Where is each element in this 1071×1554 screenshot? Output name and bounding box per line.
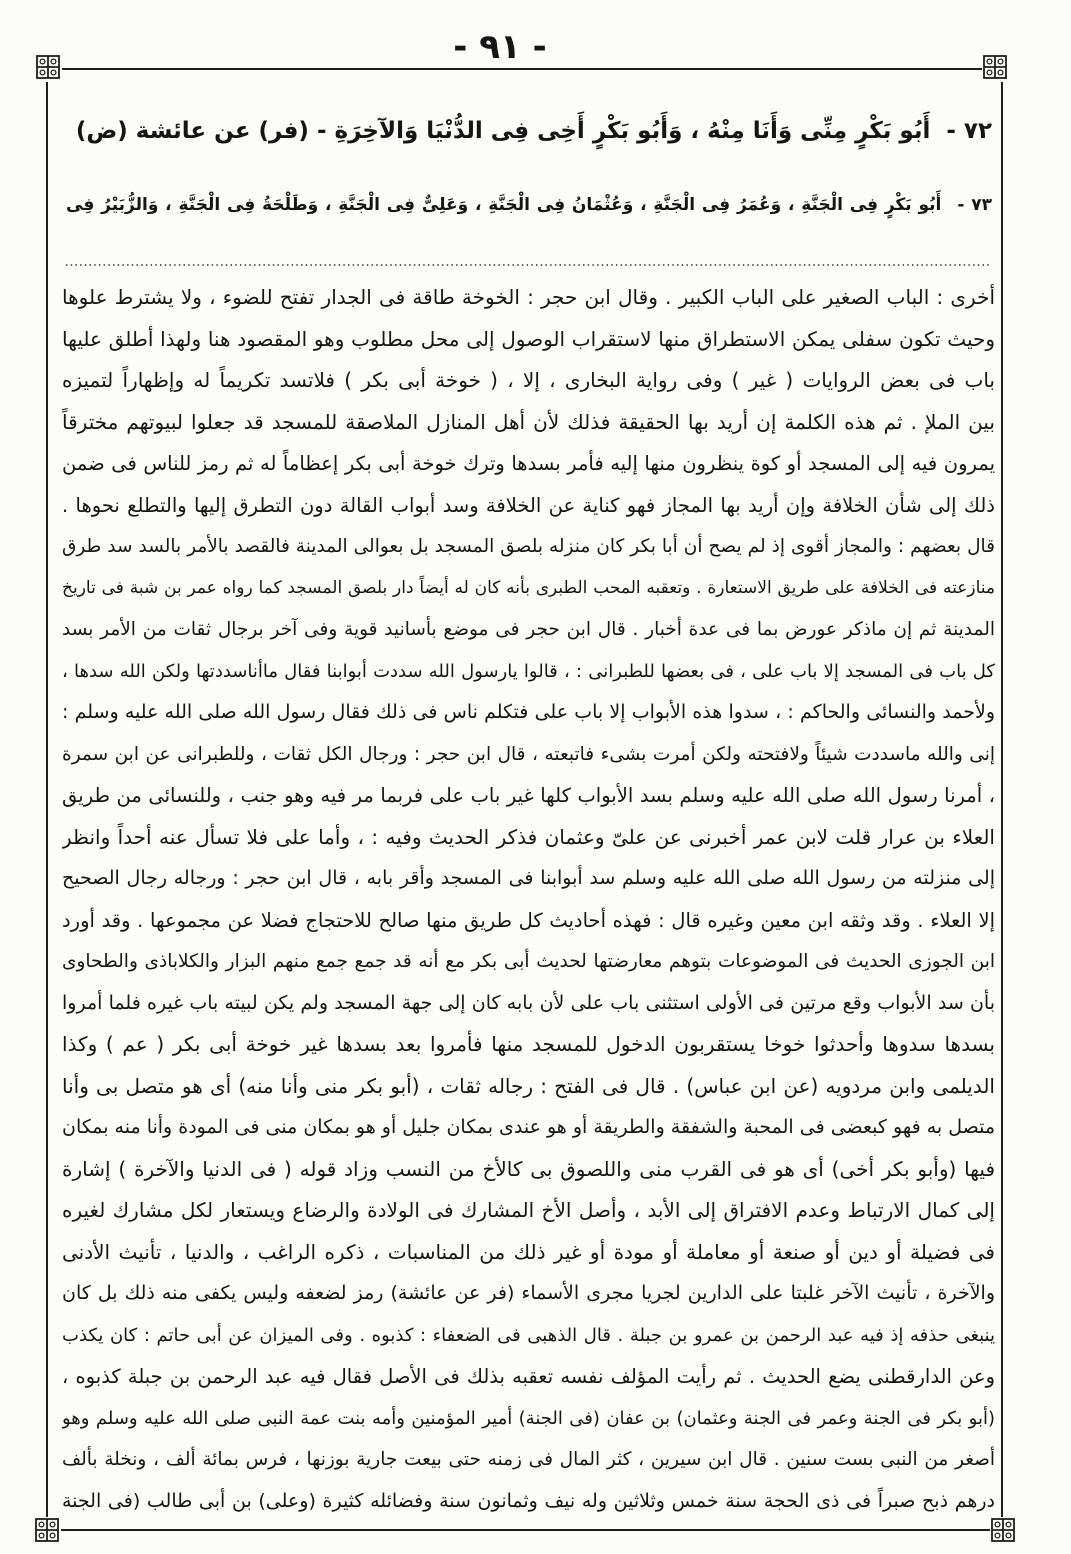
commentary-line: ، أمرنا رسول الله صلى الله عليه وسلم بسد الأبواب كلها غير باب على فربما مر فيه وهو جنب ، وللنسائى من طريق xyxy=(62,784,995,807)
corner-ornament-bottom-left-icon xyxy=(36,1519,58,1541)
commentary-line: باب فى بعض الروايات ( غير ) وفى رواية البخارى ، إلا ، ( خوخة أبى بكر ) فلاتسد تكريماً له وإظهاراً لتميزه xyxy=(62,368,995,392)
commentary-line: بسدها سدوها وأحدثوا خوخا يستقربون الدخول للمسجد منها فأمروا بعد بسدها غير خوخة أبى بكر ( عم ) وكذا xyxy=(62,1032,995,1056)
hadith-number: ٧٢ - xyxy=(946,118,992,144)
hadith-text: أَبُو بَكْرٍ فِى الْجَنَّةِ ، وَعُمَرُ فِى الْجَنَّةِ ، وَعُثْمَانُ فِى الْجَنَّةِ ، وَعَلِىٌّ فِى الْجَنَّةِ ، وَطَلْحَةُ فِى الْجَنَّةِ ، وَالزُّبَيْرُ فِى xyxy=(66,195,942,215)
hadith-text: أَبُو بَكْرٍ مِنِّى وَأَنَا مِنْهُ ، وَأَبُو بَكْرٍ أَخِى فِى الدُّنْيَا وَالآخِرَةِ - (فر) عن عائشة (ض) xyxy=(75,118,931,144)
hadith-number: ٧٣ - xyxy=(957,195,992,215)
commentary-line: (أبو بكر فى الجنة وعمر فى الجنة وعثمان) بن عفان (فى الجنة) أمير المؤمنين وأمه بنت عمة النبى صلى الله عليه وسلم وهو xyxy=(62,1407,995,1429)
commentary-line: إلى منزلته من رسول الله صلى الله عليه وسلم سد أبوابنا فى المسجد وأقر بابه ، قال ابن حجر : ورجاله رجال الصحيح xyxy=(62,867,995,889)
commentary-line: إلى كمال الارتباط وعدم الافتراق إلى الأبد ، وأصل الأخ المشارك فى الولادة والرضاع ويستعار لكل مشارك لغيره xyxy=(62,1198,995,1222)
commentary-line: أصغر من النبى بست سنين . قال ابن سيرين ، كثر المال فى زمنه حتى بيعت جارية بوزنها ، فرس بمائة ألف ، ونخلة بألف xyxy=(62,1449,995,1470)
commentary-line: ينبغى حذفه إذ فيه عبد الرحمن بن عمرو بن جبلة . قال الذهبى فى الضعفاء : كذبوه . وفى الميزان عن أبى حاتم : كان يكذب xyxy=(62,1324,995,1346)
hadith-73 xyxy=(66,180,992,230)
commentary-line: إلا العلاء . وقد وثقه ابن معين وغيره قال : فهذه أحاديث كل طريق منها صالح للاحتجاج فضلا عن مجموعها . وقد أورد xyxy=(62,908,995,932)
commentary-line: فى فضيلة أو دين أو صنعة أو معاملة أو مودة أو غير ذلك من المناسبات ، ذكره الراغب ، والدنيا ، تأنيث الأدنى xyxy=(62,1239,995,1264)
corner-ornament-top-left-icon xyxy=(37,56,59,78)
commentary-line: الديلمى وابن مردويه (عن ابن عباس) . قال فى الفتح : رجاله ثقات ، (أبو بكر منى وأنا منه) أى هو متصل بى وأنا xyxy=(62,1073,995,1098)
commentary-line: ولأحمد والنسائى والحاكم : ، سدوا هذه الأبواب إلا باب على فتكلم ناس فى ذلك فقال رسول الله صلى الله عليه وسلم : xyxy=(62,701,995,723)
corner-ornament-bottom-right-icon xyxy=(992,1519,1014,1541)
page-number: - ٩١ - xyxy=(453,27,547,67)
corner-ornament-top-right-icon xyxy=(984,56,1006,78)
commentary-line: متصل به فهو كبعضى فى المحبة والشفقة والطريقة أو هو عندى بمكان جليل أو هو بمكان منى فى المودة وأنا منه بمكان xyxy=(62,1116,995,1138)
commentary-line: يمرون فيه إلى المسجد أو كوة ينظرون منها إليه فأمر بسدها وترك خوخة أبى بكر إعظاماً له ثم رمز للناس فى ضمن xyxy=(62,452,995,475)
commentary-line: المدينة ثم إن ماذكر عورض بما فى عدة أخبار . قال ابن حجر فى موضع بأسانيد قوية وفى آخر برجال ثقات من الأمر بسد xyxy=(62,619,995,640)
commentary-line: فيها (وأبو بكر أخى) أى هو فى القرب منى واللصوق بى كالأخ من النسب وزاد قوله ( فى الدنيا والآخرة ) إشارة xyxy=(62,1156,995,1181)
commentary-line: وحيث تكون سفلى يمكن الاستطراق منها لاستقراب الوصول إلى محل مطلوب وهو المقصود هنا ولهذا أطلق عليها xyxy=(62,326,995,351)
commentary-line: العلاء بن عرار قلت لابن عمر أخبرنى عن علىّ وعثمان فذكر الحديث وفيه : ، وأما على فلا تسأل عنه أحداً وانظر xyxy=(62,824,995,849)
commentary-block xyxy=(62,277,995,1522)
commentary-line: بين الملإ . ثم هذه الكلمة إن أريد بها الحقيقة فذلك لأن أهل المنازل الملاصقة للمسجد قد جعلوا لبيوتهم مخترقاً xyxy=(62,409,995,434)
commentary-line: قال بعضهم : والمجاز أقوى إذ لم يصح أن أبا بكر كان منزله بلصق المسجد بل بعوالى المدينة فالقصد بالأمر بالسد سد طرق xyxy=(62,536,995,557)
commentary-line: والآخرة ، تأنيث الآخر غلبتا على الدارين لجريا مجرى الأسماء (فر عن عائشة) رمز لضعفه وليس يكفى منه ذلك بل كان xyxy=(62,1282,995,1304)
commentary-line: إنى والله ماسددت شيئاً ولافتحته ولكن أمرت بشىء فاتبعته ، قال ابن حجر : ورجال الكل ثقات ، وللطبرانى عن ابن سمرة xyxy=(62,743,995,765)
commentary-line: كل باب فى المسجد إلا باب على ، فى بعضها للطبرانى : ، قالوا يارسول الله سددت أبوابنا فقال ماأناسددتها ولكن الله سدها ، xyxy=(62,660,995,682)
hadith-72 xyxy=(66,106,992,156)
commentary-line: ذلك إلى شأن الخلافة وإن أريد بها المجاز فهو كناية عن الخلافة وسد أبواب القالة دون التطرق إليها والتطلع نحوها . xyxy=(62,493,995,517)
commentary-line: أخرى : الباب الصغير على الباب الكبير . وقال ابن حجر : الخوخة طاقة فى الجدار تفتح للضوء ، ولا يشترط علوها xyxy=(62,285,995,309)
commentary-line: منازعته فى الخلافة على طريق الاستعارة . وتعقبه المحب الطبرى بأنه كان له أيضاً دار بلصق المسجد كما رواه عمر بن شبة فى تاريخ xyxy=(62,577,995,598)
commentary-line: وعن الدارقطنى يضع الحديث . ثم رأيت المؤلف نفسه تعقبه بذلك فى الأصل فقال فيه عبد الرحمن بن جبلة كذبوه ، xyxy=(62,1365,995,1388)
commentary-line: درهم ذبح صبراً فى ذى الحجة سنة خمس وثلاثين وله نيف وثمانون سنة وفضائله كثيرة (وعلى) بن أبى طالب (فى الجنة xyxy=(62,1489,995,1512)
commentary-line: بأن سد الأبواب وقع مرتين فى الأولى استثنى باب على لأن بابه كان إلى جهة المسجد ولم يكن لبيته باب غيره فلما أمروا xyxy=(62,991,995,1014)
commentary-line: ابن الجوزى الحديث فى الموضوعات بتوهم معارضتها لحديث أبى بكر مع أنه قد جمع جمع منهم البزار والكلاباذى والطحاوى xyxy=(62,951,995,972)
